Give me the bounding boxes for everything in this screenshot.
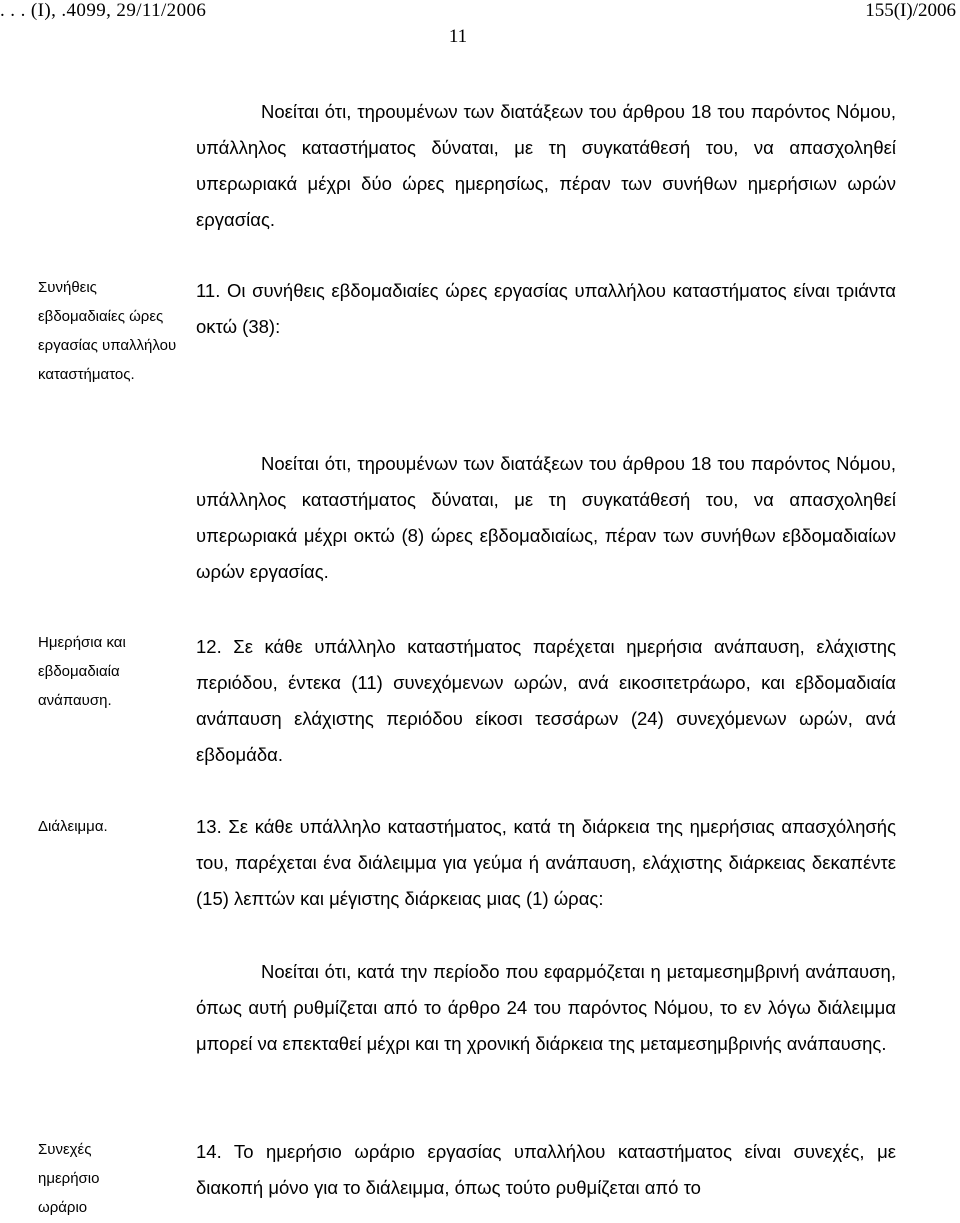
section-11-paragraph: 11. Οι συνήθεις εβδομαδιαίες ώρες εργασίας υπαλλήλου καταστήματος είναι τριάντα οκτώ (38): xyxy=(196,280,896,337)
proviso-paragraph-1: Νοείται ότι, τηρουμένων των διατάξεων του άρθρου 18 του παρόντος Νόμου, υπάλληλος καταστήματος δύναται, με τη συγκατάθεσή του, να απασχοληθεί υπερωριακά μέχρι δύο ώρες ημερησίως, πέραν των συνήθων ημερήσιων ωρών εργασίας. xyxy=(196,101,896,230)
page-number: 11 xyxy=(448,26,468,47)
section-13-paragraph: 13. Σε κάθε υπάλληλο καταστήματος, κατά τη διάρκεια της ημερήσιας απασχόλησής του, παρέχεται ένα διάλειμμα για γεύμα ή ανάπαυση, ελάχιστης διάρκειας δεκαπέντε (15) λεπτών και μέγιστης διάρκειας μιας (1) ώρας: xyxy=(196,816,896,909)
section-14-paragraph: 14. Το ημερήσιο ωράριο εργασίας υπαλλήλου καταστήματος είναι συνεχές, με διακοπή μόνο για το διάλειμμα, όπως τούτο ρυθμίζεται από το xyxy=(196,1141,896,1198)
proviso-paragraph-2: Νοείται ότι, τηρουμένων των διατάξεων του άρθρου 18 του παρόντος Νόμου, υπάλληλος καταστήματος δύναται, με τη συγκατάθεσή του, να απασχοληθεί υπερωριακά μέχρι οκτώ (8) ώρες εβδομαδιαίως, πέραν των συνήθων εβδομαδιαίων ωρών εργασίας. xyxy=(196,453,896,582)
proviso-paragraph-3: Νοείται ότι, κατά την περίοδο που εφαρμόζεται η μεταμεσημβρινή ανάπαυση, όπως αυτή ρυθμίζεται από το άρθρο 24 του παρόντος Νόμου, το εν λόγω διάλειμμα μπορεί να επεκταθεί μέχρι και τη χρονική διάρκεια της μεταμεσημβρινής ανάπαυσης. xyxy=(196,961,896,1054)
margin-note-section-12: Ημερήσια και εβδομαδιαία ανάπαυση. xyxy=(38,634,126,709)
header-law-number: 155(Ι)/2006 xyxy=(865,0,956,21)
margin-note-section-11: Συνήθεις εβδομαδιαίες ώρες εργασίας υπαλλήλου καταστήματος. xyxy=(38,279,177,383)
margin-note-section-13: Διάλειμμα. xyxy=(38,818,108,835)
header-gazette-reference: . . . (Ι), .4099, 29/11/2006 xyxy=(0,0,207,21)
section-12-paragraph: 12. Σε κάθε υπάλληλο καταστήματος παρέχεται ημερήσια ανάπαυση, ελάχιστης περιόδου, έντεκα (11) συνεχόμενων ωρών, ανά εικοσιτετράωρο, και εβδομαδιαία ανάπαυση ελάχιστης περιόδου είκοσι τεσσάρων (24) συνεχόμενων ωρών, ανά εβδομάδα. xyxy=(196,636,896,765)
margin-note-section-14: Συνεχές ημερήσιο ωράριο xyxy=(38,1141,100,1216)
